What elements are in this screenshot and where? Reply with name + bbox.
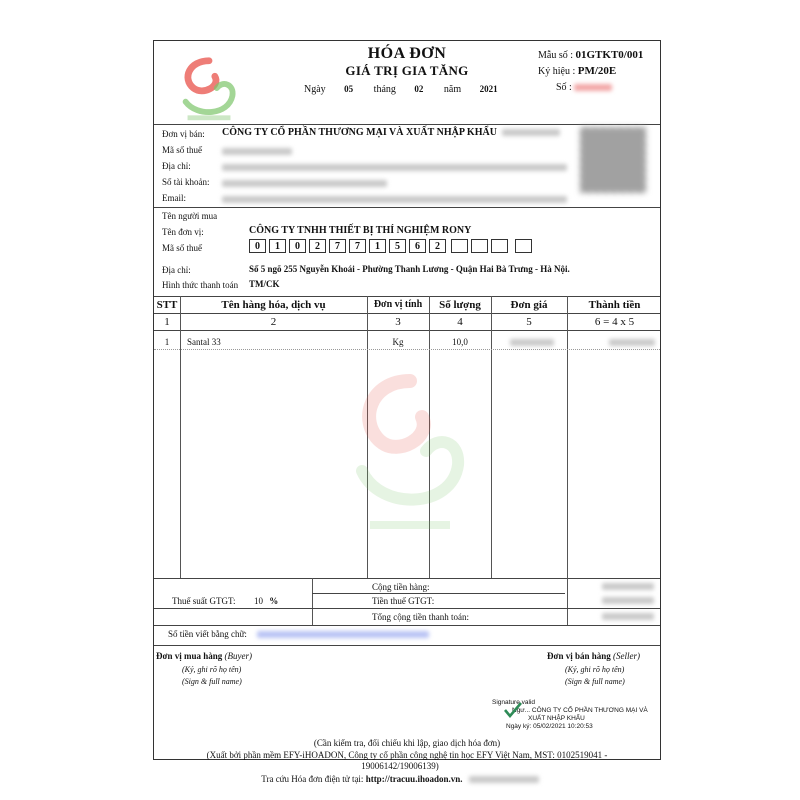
seller-sign-note-1: (Ký, ghi rõ họ tên): [565, 665, 625, 674]
seller-tax-redacted: [222, 148, 292, 155]
col-number-6: 6 = 4 x 5: [594, 316, 635, 328]
date-month: 02: [414, 84, 424, 94]
row-1-stt: 1: [164, 337, 170, 347]
lookup-code-redacted: [469, 776, 539, 783]
buyer-title: Đơn vị mua hàng: [156, 651, 223, 661]
signature-company-1: CÔNG TY CỔ PHẦN THƯƠNG MẠI VÀ: [531, 707, 648, 714]
buyer-sign-note-1: (Ký, ghi rõ họ tên): [182, 665, 242, 674]
form-number: [538, 49, 643, 61]
row-1-price-redacted: [510, 339, 554, 346]
vat-rate-label: Thuế suất GTGT:: [172, 596, 236, 606]
col-header-stt: STT: [156, 299, 178, 311]
subtotal-redacted: [602, 583, 654, 590]
grand-total-redacted: [602, 613, 654, 620]
tax-digit-box: 1: [269, 239, 286, 253]
seller-title: Đơn vị bán hàng: [547, 651, 611, 661]
seller-address-label: Địa chỉ:: [162, 161, 191, 171]
col-header-price: Đơn giá: [510, 299, 548, 311]
col-header-unit: Đơn vị tính: [373, 299, 423, 310]
col-number-3: 3: [395, 316, 401, 328]
lookup-line: [0, 774, 800, 784]
tax-digit-box: 2: [429, 239, 446, 253]
tax-digit-box: 2: [309, 239, 326, 253]
col-header-amount: Thành tiền: [588, 299, 641, 311]
tax-digit-box: 1: [369, 239, 386, 253]
symbol-value: PM/20E: [577, 65, 617, 77]
seller-account-redacted: [222, 180, 387, 187]
in-words-label: Số tiền viết bằng chữ:: [168, 629, 247, 639]
signature-valid: Signature valid: [492, 699, 535, 706]
form-label: Mẫu số :: [538, 50, 573, 61]
buyer-sign-note-2: (Sign & full name): [182, 677, 242, 686]
tax-digit-box: 5: [389, 239, 406, 253]
tax-digit-box: [471, 239, 488, 253]
col-number-1: 1: [164, 316, 170, 328]
in-words-redacted: [257, 631, 429, 638]
software-note-2: 19006142/19006139): [361, 761, 439, 771]
tax-digit-box: 0: [289, 239, 306, 253]
buyer-title-en: (Buyer): [224, 651, 252, 661]
seller-name: CÔNG TY CỔ PHẦN THƯƠNG MẠI VÀ XUẤT NHẬP KHẨU: [222, 127, 497, 138]
form-value: 01GTKT0/001: [575, 49, 644, 61]
tax-digit-box: 6: [409, 239, 426, 253]
tax-digit-box: [451, 239, 468, 253]
invoice-subtitle: GIÁ TRỊ GIA TĂNG: [345, 63, 469, 78]
seller-title-en: (Seller): [613, 651, 641, 661]
date-year-label: năm: [443, 84, 462, 95]
subtotal-label: Cộng tiền hàng:: [372, 582, 430, 592]
symbol-label: Ký hiệu :: [538, 66, 576, 77]
seller-sign-note-2: (Sign & full name): [565, 677, 625, 686]
grand-total-label: Tổng cộng tiền thanh toán:: [372, 612, 469, 622]
vat-rate-value: 10: [254, 596, 263, 606]
seller-address-redacted: [222, 164, 567, 171]
signature-company-line-2: XUẤT NHẬP KHẨU: [528, 715, 585, 722]
buyer-address-label: Địa chỉ:: [162, 265, 191, 275]
col-number-5: 5: [526, 316, 532, 328]
invoice-number: [556, 82, 612, 93]
tax-digit-box: 0: [249, 239, 266, 253]
seller-email-label: Email:: [162, 193, 186, 203]
tax-digit-box: 7: [329, 239, 346, 253]
col-number-4: 4: [457, 316, 463, 328]
seller-name-redacted: [502, 129, 560, 136]
date-month-label: tháng: [373, 84, 396, 95]
row-1-unit: Kg: [392, 337, 404, 347]
qr-code: [580, 127, 646, 193]
logo-watermark: [340, 361, 480, 551]
row-1-amount-redacted: [609, 339, 655, 346]
seller-signature-title: [547, 651, 640, 661]
col-header-qty: Số lượng: [439, 299, 481, 311]
seller-unit-value: [222, 127, 560, 138]
vat-amount-label: Tiền thuế GTGT:: [372, 596, 435, 606]
date-year: 2021: [479, 84, 498, 94]
payment-value: TM/CK: [249, 279, 280, 289]
invoice-date: [304, 84, 498, 95]
digital-signature: [492, 699, 648, 731]
signature-date: Ngày ký: 05/02/2021 10:20:53: [506, 723, 593, 730]
buyer-tax-label: Mã số thuế: [162, 243, 202, 253]
tax-digit-box: [491, 239, 508, 253]
buyer-signature-title: [156, 651, 252, 661]
col-header-name: Tên hàng hóa, dịch vụ: [221, 299, 326, 311]
buyer-unit-label: Tên đơn vị:: [162, 227, 204, 237]
invoice-title: HÓA ĐƠN: [367, 45, 447, 62]
check-note: (Cần kiểm tra, đối chiếu khi lập, giao dịch hóa đơn): [313, 738, 501, 748]
buyer-address-value: Số 5 ngõ 255 Nguyễn Khoái - Phường Thanh Lương - Quận Hai Bà Trưng - Hà Nội.: [249, 264, 570, 274]
seller-tax-label: Mã số thuế: [162, 145, 202, 155]
software-note-1: (Xuất bởi phần mềm EFY-iHOADON, Công ty cổ phần công nghệ tin học EFY Việt Nam, MST: 0102519041 -: [206, 750, 608, 760]
buyer-unit-value: CÔNG TY TNHH THIẾT BỊ THÍ NGHIỆM RONY: [249, 225, 472, 236]
vat-rate-unit: %: [269, 596, 279, 606]
tax-digit-box: 7: [349, 239, 366, 253]
checkmark-icon: [504, 702, 522, 718]
payment-label: Hình thức thanh toán: [162, 280, 239, 290]
col-number-2: 2: [270, 316, 277, 328]
seller-unit-label: Đơn vị bán:: [162, 129, 205, 139]
row-1-qty: 10,0: [452, 337, 468, 347]
invoice-number-redacted: [574, 84, 612, 91]
symbol: [538, 65, 616, 77]
number-label: Số :: [556, 82, 572, 93]
vat-amount-redacted: [602, 597, 654, 604]
lookup-label: Tra cứu Hóa đơn điện tử tại:: [261, 774, 364, 784]
tax-digit-box: [515, 239, 532, 253]
date-day: 05: [344, 84, 354, 94]
signature-by-label: Ngư...: [512, 707, 531, 714]
seller-email-redacted: [222, 196, 567, 203]
lookup-url[interactable]: http://tracuu.ihoadon.vn.: [365, 774, 463, 784]
invoice-page: [153, 40, 661, 760]
row-1-name: Santal 33: [187, 337, 221, 347]
buyer-name-label: Tên người mua: [162, 211, 218, 221]
seller-account-label: Số tài khoản:: [162, 177, 210, 187]
vat-rate: [254, 596, 278, 606]
date-day-label: Ngày: [304, 84, 326, 95]
